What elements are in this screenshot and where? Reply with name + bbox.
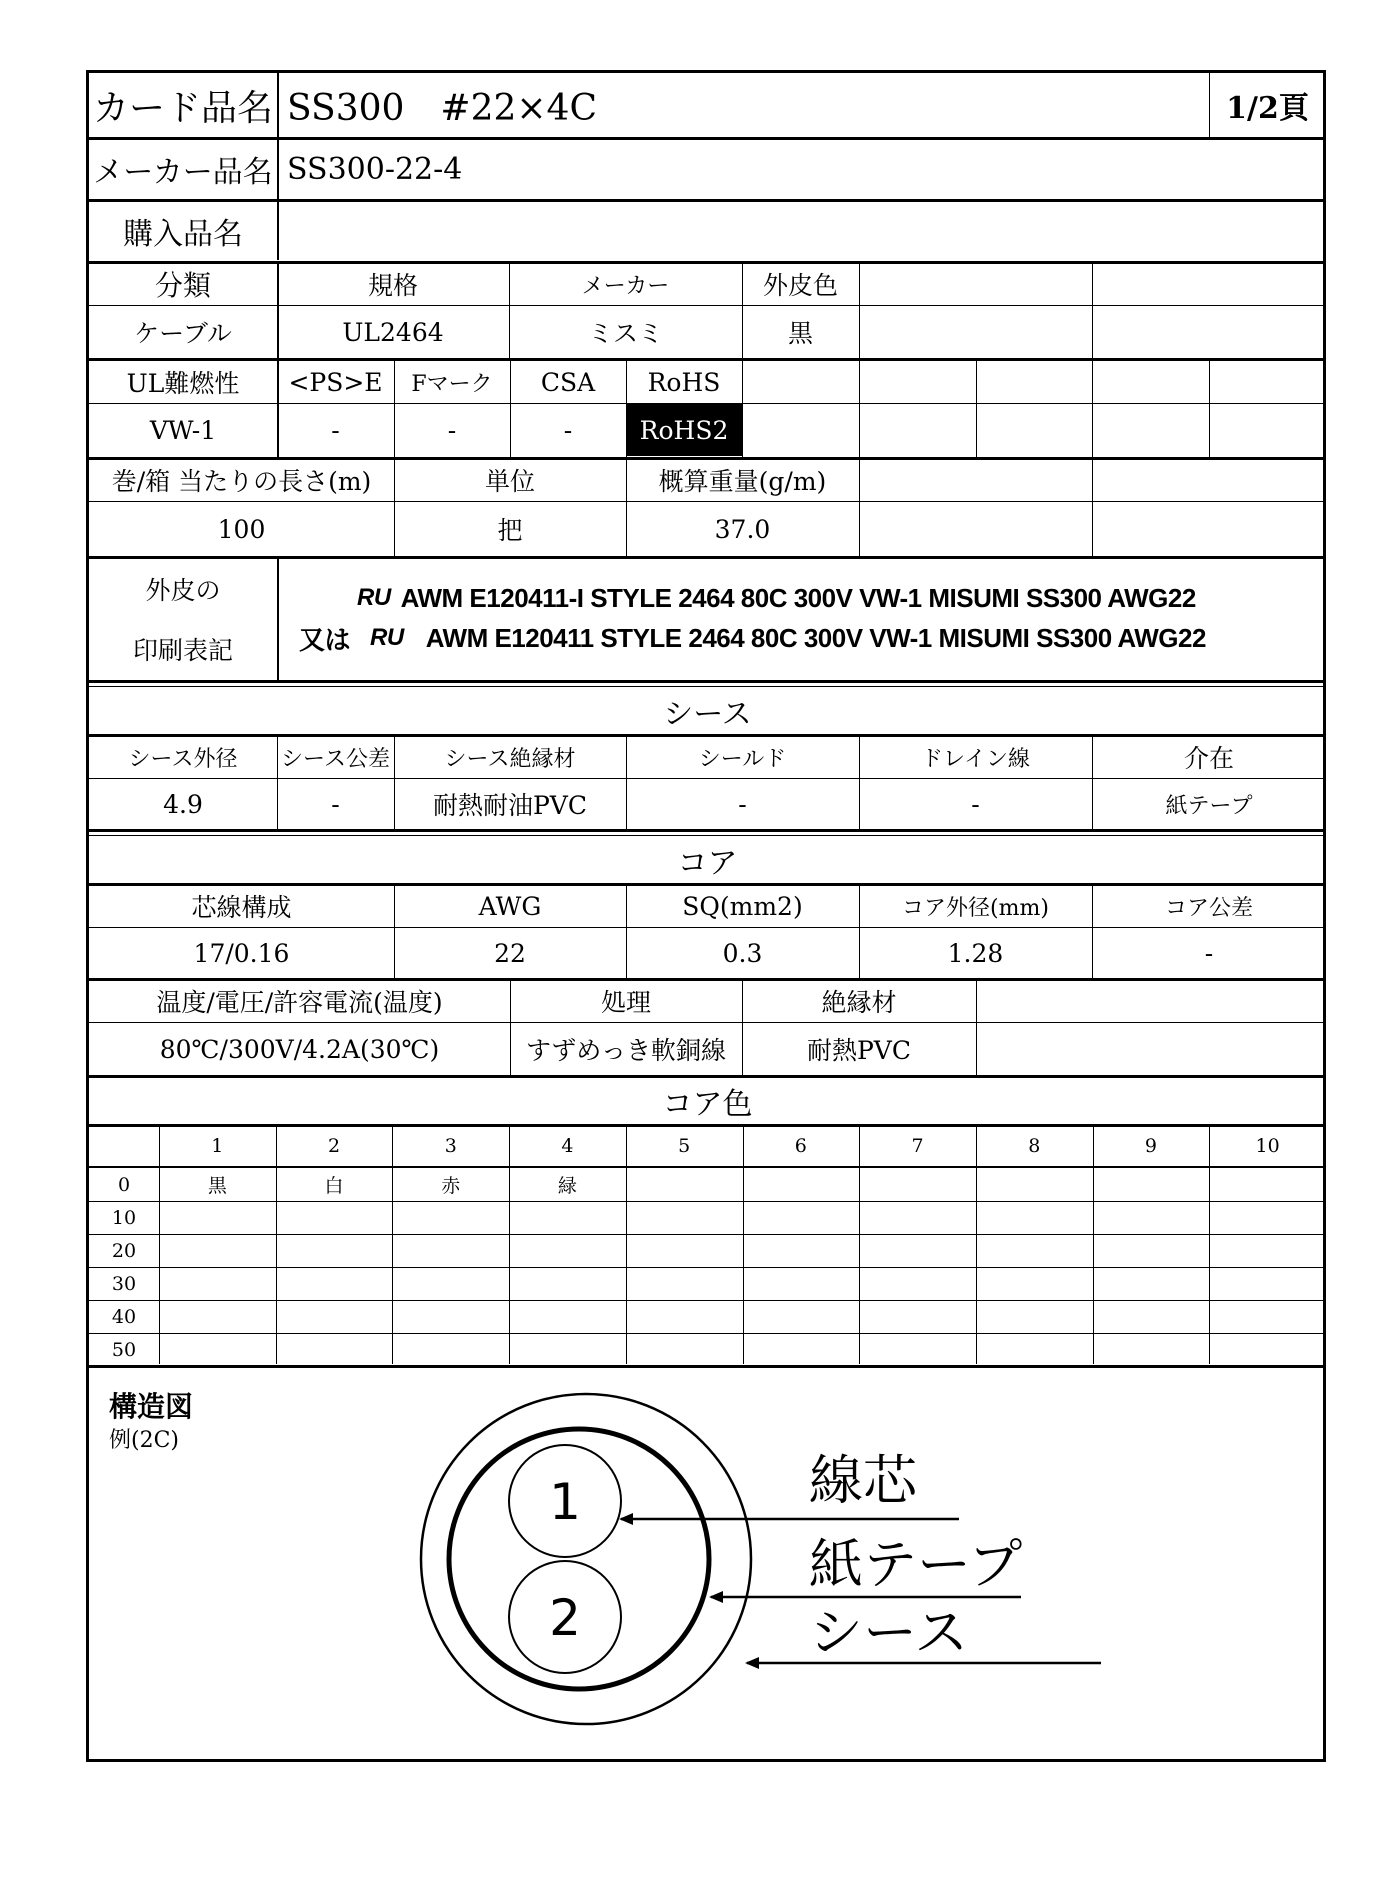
- sheath-value-0: 4.9: [163, 789, 203, 819]
- core-value-2: 0.3: [722, 938, 763, 968]
- core2-value-1: すずめっき軟銅線: [525, 1036, 726, 1065]
- color-cell: [976, 1267, 1093, 1300]
- length-header-2: 概算重量(g/m): [658, 467, 827, 496]
- core2-header-0: 温度/電圧/許容電流(温度): [156, 988, 443, 1017]
- color-cell: [976, 1300, 1093, 1333]
- sheath-header-4: ドレイン線: [921, 746, 1030, 772]
- color-cell: [626, 1234, 743, 1267]
- color-cell: [1093, 1300, 1210, 1333]
- color-cell: 緑: [557, 1175, 577, 1197]
- core-header-1: AWG: [478, 891, 542, 921]
- core2-header-2: 絶縁材: [821, 988, 897, 1017]
- sheath-header-0: シース外径: [128, 746, 238, 772]
- color-cell: [1093, 1168, 1210, 1201]
- callout-tape-text: 紙テープ: [809, 1533, 1023, 1596]
- color-cell: [743, 1201, 860, 1234]
- core-value-1: 22: [494, 938, 526, 968]
- core2-value-0: 80℃/300V/4.2A(30℃): [159, 1034, 440, 1064]
- color-col-header: 2: [327, 1135, 341, 1157]
- color-cell: [392, 1234, 509, 1267]
- color-col-header: 3: [444, 1135, 457, 1157]
- color-cell: [976, 1234, 1093, 1267]
- class-header-0: 分類: [154, 269, 211, 302]
- color-row-label: 10: [111, 1206, 137, 1229]
- structure-example: 例(2C): [109, 1428, 179, 1453]
- color-col-header: 6: [794, 1135, 807, 1157]
- length-header-1: 単位: [484, 467, 535, 496]
- color-cell: [509, 1234, 626, 1267]
- cert-header-2: Fマーク: [411, 371, 493, 397]
- color-cell: [509, 1267, 626, 1300]
- purchase-name-label: 購入品名: [123, 217, 243, 252]
- card-name: SS300 #22×4C: [287, 87, 597, 129]
- maker-name-label: メーカー品名: [93, 155, 273, 190]
- cert-header-5: [742, 361, 859, 403]
- paper-tape-circle: [449, 1429, 709, 1689]
- class-header-5: [1092, 263, 1326, 305]
- color-cell: [159, 1267, 276, 1300]
- color-cell: [392, 1201, 509, 1234]
- color-col-header: 10: [1255, 1135, 1280, 1157]
- sheath-outer-circle: [421, 1394, 751, 1724]
- color-col-header: 8: [1028, 1135, 1041, 1157]
- class-header-4: [859, 263, 1092, 305]
- color-col-header: 9: [1144, 1135, 1157, 1157]
- color-cell: [626, 1201, 743, 1234]
- color-col-header: 7: [911, 1135, 924, 1157]
- structure-title: 構造図: [109, 1390, 194, 1423]
- color-cell: [276, 1234, 393, 1267]
- length-value-3: [859, 502, 1092, 556]
- color-row-label: 50: [111, 1338, 137, 1361]
- cert-header-8: [1092, 361, 1209, 403]
- color-cell: [1209, 1267, 1326, 1300]
- sheath-title: シース: [663, 697, 752, 732]
- cert-header-0: UL難燃性: [126, 369, 240, 398]
- color-cell: [392, 1300, 509, 1333]
- color-cell: [1093, 1267, 1210, 1300]
- color-cell: [743, 1234, 860, 1267]
- printing-line-1-text: AWM E120411-I STYLE 2464 80C 300V VW-1 MISUMI SS300 AWG22: [400, 582, 1196, 613]
- color-cell: [859, 1300, 976, 1333]
- sheath-value-3: -: [738, 789, 747, 819]
- color-row-label: 40: [111, 1305, 137, 1328]
- core2-header-1: 処理: [600, 988, 651, 1017]
- color-cell: [859, 1168, 976, 1201]
- card-name-label: カード品名: [92, 87, 273, 129]
- color-cell: [1209, 1201, 1326, 1234]
- printing-label-bottom: 印刷表記: [132, 636, 233, 665]
- color-cell: [509, 1300, 626, 1333]
- color-cell: [392, 1267, 509, 1300]
- length-value-2: 37.0: [714, 514, 771, 544]
- maker-name: SS300-22-4: [287, 151, 463, 187]
- color-cell: 白: [324, 1175, 344, 1197]
- core-title: コア: [677, 846, 738, 881]
- cert-value-0: VW-1: [149, 415, 217, 445]
- class-value-5: [1092, 306, 1326, 358]
- color-cell: [626, 1267, 743, 1300]
- class-value-2: ミスミ: [587, 319, 663, 348]
- cert-value-9: [1209, 404, 1326, 456]
- sheath-header-3: シールド: [698, 746, 787, 772]
- core-color-grid: [89, 1126, 1326, 1364]
- color-cell: [859, 1267, 976, 1300]
- printing-line-2: [277, 618, 1326, 658]
- color-row-label: 20: [111, 1239, 137, 1262]
- core-value-3: 1.28: [947, 938, 1004, 968]
- core-header-2: SQ(mm2): [682, 891, 803, 921]
- core-header-0: 芯線構成: [191, 893, 292, 922]
- class-header-3: 外皮色: [762, 271, 838, 300]
- color-cell: [159, 1234, 276, 1267]
- color-cell: [1093, 1201, 1210, 1234]
- color-cell: [1093, 1333, 1210, 1366]
- color-cell: [626, 1333, 743, 1366]
- color-cell: [976, 1201, 1093, 1234]
- class-header-2: メーカー: [581, 273, 670, 299]
- cert-header-6: [859, 361, 976, 403]
- printing-line-2-text: AWM E120411 STYLE 2464 80C 300V VW-1 MISUMI SS300 AWG22: [425, 622, 1206, 653]
- cert-header-1: <PS>E: [288, 367, 383, 397]
- printing-label-top: 外皮の: [145, 576, 221, 605]
- sheath-value-4: -: [971, 789, 980, 819]
- cable-spec-sheet: [86, 70, 1326, 1762]
- color-cell: [159, 1333, 276, 1366]
- cert-header-4: RoHS: [647, 367, 721, 397]
- core2-value-2: 耐熱PVC: [806, 1036, 911, 1065]
- core2-value-3: [976, 1023, 1326, 1075]
- color-cell: [859, 1201, 976, 1234]
- color-cell: [509, 1201, 626, 1234]
- sheath-value-5: 紙テープ: [1165, 793, 1253, 819]
- color-col-header: 5: [678, 1135, 691, 1157]
- page-number: 1/2頁: [1226, 91, 1309, 126]
- core-1-label: 1: [549, 1473, 581, 1531]
- sheath-header-2: シース絶縁材: [444, 746, 576, 772]
- cert-value-7: [976, 404, 1092, 456]
- color-cell: [1093, 1234, 1210, 1267]
- cable-cross-section-diagram: [389, 1373, 1169, 1753]
- length-header-3: [859, 459, 1092, 501]
- purchase-name: [277, 201, 1277, 261]
- color-cell: 赤: [441, 1175, 461, 1197]
- color-cell: [276, 1201, 393, 1234]
- cert-header-7: [976, 361, 1092, 403]
- color-cell: [859, 1234, 976, 1267]
- color-cell: [743, 1333, 860, 1366]
- cert-value-3: -: [563, 415, 573, 445]
- color-cell: [276, 1267, 393, 1300]
- color-cell: 黒: [207, 1175, 227, 1197]
- printing-line-1: [277, 578, 1326, 618]
- color-cell: [159, 1201, 276, 1234]
- cert-value-1: -: [331, 415, 340, 445]
- cert-value-5: [742, 404, 859, 456]
- class-value-1: UL2464: [342, 317, 444, 347]
- class-value-3: 黒: [787, 319, 813, 348]
- core-value-0: 17/0.16: [193, 938, 290, 968]
- length-value-0: 100: [217, 514, 266, 544]
- callout-sheath-text: シース: [809, 1601, 969, 1664]
- color-cell: [1209, 1168, 1326, 1201]
- length-header-4: [1092, 459, 1326, 501]
- color-col-header: 1: [211, 1135, 224, 1157]
- color-cell: [976, 1168, 1093, 1201]
- color-row-label: 0: [117, 1173, 131, 1196]
- color-cell: [743, 1300, 860, 1333]
- core-header-3: コア外径(mm): [902, 895, 1049, 921]
- color-cell: [1209, 1234, 1326, 1267]
- color-cell: [976, 1333, 1093, 1366]
- color-col-header: 4: [561, 1135, 574, 1157]
- color-row-label: 30: [111, 1272, 137, 1295]
- core-header-4: コア公差: [1164, 895, 1253, 921]
- class-value-0: ケーブル: [134, 319, 232, 348]
- core2-header-3: [976, 980, 1326, 1022]
- color-cell: [743, 1267, 860, 1300]
- cert-header-3: CSA: [540, 367, 596, 397]
- color-cell: [509, 1333, 626, 1366]
- sheath-value-2: 耐熱耐油PVC: [432, 791, 587, 820]
- color-cell: [1209, 1300, 1326, 1333]
- callout-core-text: 線芯: [809, 1449, 917, 1512]
- cert-value-2: -: [447, 415, 457, 445]
- rohs-badge: RoHS2: [626, 404, 742, 456]
- color-cell: [743, 1168, 860, 1201]
- core-value-4: -: [1204, 938, 1214, 968]
- color-cell: [1209, 1333, 1326, 1366]
- printing-line-2-prefix: 又は: [299, 624, 351, 655]
- color-cell: [276, 1300, 393, 1333]
- class-value-4: [859, 306, 1092, 358]
- color-cell: [392, 1333, 509, 1366]
- ul-logo-icon-2: RU: [370, 624, 404, 651]
- cert-header-9: [1209, 361, 1326, 403]
- sheath-value-1: -: [331, 789, 340, 819]
- core-color-title: コア色: [662, 1087, 753, 1122]
- sheath-header-1: シース公差: [281, 746, 390, 772]
- cert-value-8: [1092, 404, 1209, 456]
- core-2-label: 2: [549, 1589, 581, 1647]
- color-cell: [626, 1300, 743, 1333]
- color-cell: [626, 1168, 743, 1201]
- ul-logo-icon: RU: [357, 584, 391, 611]
- cert-value-6: [859, 404, 976, 456]
- color-cell: [859, 1333, 976, 1366]
- length-value-4: [1092, 502, 1326, 556]
- color-cell: [276, 1333, 393, 1366]
- class-header-1: 規格: [367, 271, 418, 300]
- length-value-1: 把: [497, 516, 523, 545]
- sheath-header-5: 介在: [1183, 744, 1234, 773]
- length-header-0: 巻/箱 当たりの長さ(m): [111, 467, 372, 496]
- color-cell: [159, 1300, 276, 1333]
